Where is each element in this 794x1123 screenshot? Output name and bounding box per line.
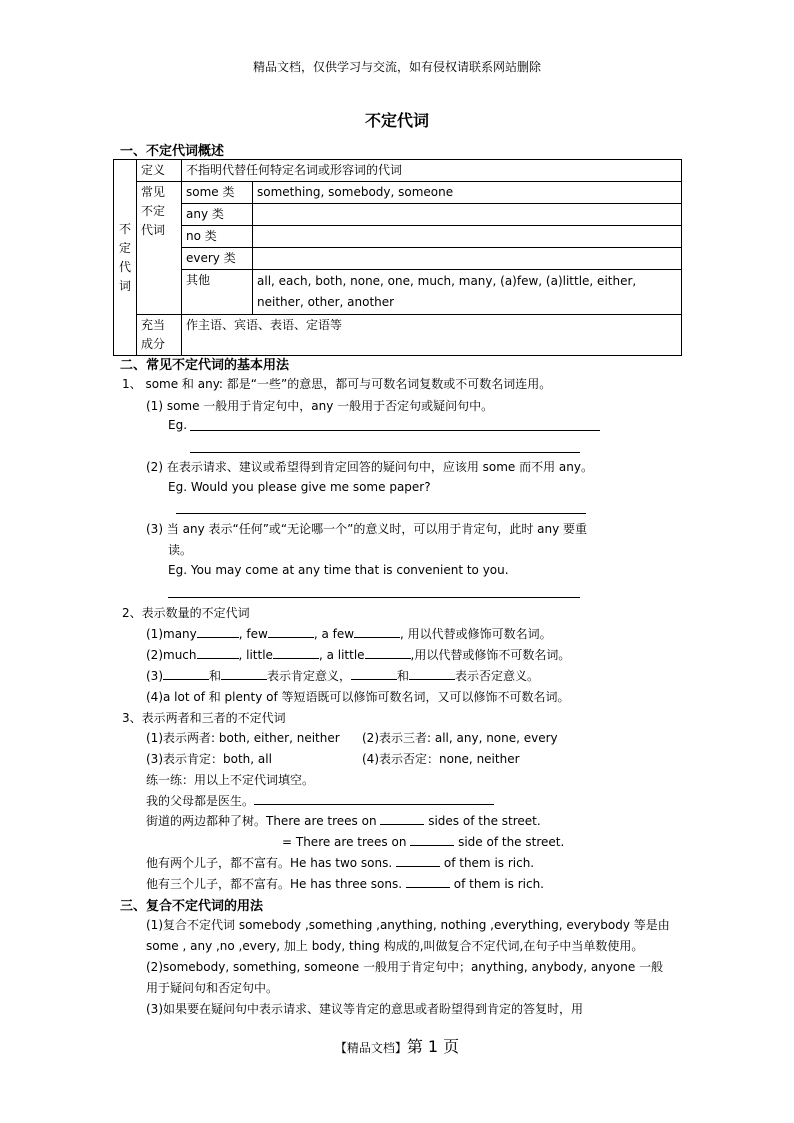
para-some-any-1: (1) some 一般用于肯定句中，any 一般用于否定句或疑问句中。 xyxy=(146,399,494,413)
blank[interactable] xyxy=(273,646,319,659)
type-content: all, each, both, none, one, much, many, (a)few, (a)little, either, neither, other, another xyxy=(253,270,682,315)
answer-line[interactable] xyxy=(190,452,580,453)
blank[interactable] xyxy=(197,625,239,638)
blank[interactable] xyxy=(268,625,314,638)
type-label: any 类 xyxy=(182,204,253,226)
page-title: 不定代词 xyxy=(364,111,429,130)
answer-line[interactable] xyxy=(190,430,600,431)
blank[interactable] xyxy=(409,667,455,680)
para-three: (2)表示三者: all, any, none, every xyxy=(362,731,558,745)
exercise-4: 他有两个儿子，都不富有。He has two sons. of them is rich. xyxy=(146,856,535,870)
blank[interactable] xyxy=(410,833,454,846)
overview-table xyxy=(113,159,682,356)
para-negative: (4)表示否定：none, neither xyxy=(362,752,520,766)
example-text: Eg. Would you please give me some paper? xyxy=(168,480,431,494)
page-footer: 【精品文档】第 1 页 xyxy=(334,1037,460,1056)
practice-heading: 练一练：用以上不定代词填空。 xyxy=(146,773,315,787)
blank[interactable] xyxy=(380,812,424,825)
para-some-any-2: (2) 在表示请求、建议或希望得到肯定回答的疑问句中，应该用 some 而不用 any。 xyxy=(146,460,593,474)
section2-heading: 二、常见不定代词的基本用法 xyxy=(120,358,290,373)
compound-line-3: (2)somebody, something, someone 一般用于肯定句中；anything, anybody, anyone 一般 xyxy=(146,960,664,974)
type-content: something, somebody, someone xyxy=(253,182,682,204)
blank[interactable] xyxy=(197,646,239,659)
blank[interactable] xyxy=(221,667,267,680)
common-label: 常见 不定 代词 xyxy=(137,182,182,315)
blank[interactable] xyxy=(365,646,411,659)
header-note: 精品文档，仅供学习与交流，如有侵权请联系网站删除 xyxy=(252,60,541,74)
para-quantity-3: (3) 和 表示肯定意义， 和 表示否定意义。 xyxy=(146,669,540,683)
def-text: 不指明代替任何特定名词或形容词的代词 xyxy=(182,160,682,182)
compound-line-4: 用于疑问句和否定句中。 xyxy=(146,981,279,995)
type-label: 其他 xyxy=(182,270,253,315)
answer-line[interactable] xyxy=(176,513,586,514)
exercise-5: 他有三个儿子，都不富有。He has three sons. of them is rich. xyxy=(146,877,544,891)
blank[interactable] xyxy=(396,854,440,867)
role-text: 作主语、宾语、表语、定语等 xyxy=(182,315,682,356)
para-quantity-2: (2)much , little , a little ,用以代替或修饰不可数名词。 xyxy=(146,648,571,662)
para-quantity-1: (1)many , few , a few , 用以代替或修饰可数名词。 xyxy=(146,627,552,641)
para-quantity: 2、表示数量的不定代词 xyxy=(122,606,250,620)
blank[interactable] xyxy=(254,792,494,805)
compound-line-2: some , any ,no ,every, 加上 body, thing 构成的,叫做复合不定代词,在句子中当单数使用。 xyxy=(146,939,644,953)
example-label: Eg. xyxy=(168,418,188,432)
para-some-any-3a: (3) 当 any 表示“任何”或“无论哪一个”的意义时，可以用于肯定句，此时 any 要重 xyxy=(146,522,588,536)
section3-heading: 三、复合不定代词的用法 xyxy=(120,899,264,914)
side-label: 不 定 代 词 xyxy=(114,160,137,356)
para-two-three: 3、表示两者和三者的不定代词 xyxy=(122,711,286,725)
type-label: some 类 xyxy=(182,182,253,204)
para-positive: (3)表示肯定：both, all xyxy=(146,752,272,766)
blank[interactable] xyxy=(351,667,397,680)
type-label: no 类 xyxy=(182,226,253,248)
para-some-any: 1、 some 和 any: 都是“一些”的意思，都可与可数名词复数或不可数名词连用。 xyxy=(122,377,552,391)
compound-line-5: (3)如果要在疑问句中表示请求、建议等肯定的意思或者盼望得到肯定的答复时，用 xyxy=(146,1002,584,1016)
exercise-3: = There are trees on side of the street. xyxy=(282,835,565,849)
para-quantity-4: (4)a lot of 和 plenty of 等短语既可以修饰可数名词，又可以修饰不可数名词。 xyxy=(146,690,570,704)
blank[interactable] xyxy=(163,667,209,680)
blank[interactable] xyxy=(354,625,400,638)
compound-line-1: (1)复合不定代词 somebody ,something ,anything, nothing ,everything, everybody 等是由 xyxy=(146,918,670,932)
exercise-1: 我的父母都是医生。 xyxy=(146,792,494,809)
type-content xyxy=(253,248,682,270)
role-label: 充当 成分 xyxy=(137,315,182,356)
section1-heading: 一、不定代词概述 xyxy=(120,140,682,160)
type-label: every 类 xyxy=(182,248,253,270)
para-two: (1)表示两者: both, either, neither xyxy=(146,731,340,745)
def-label: 定义 xyxy=(137,160,182,182)
type-content xyxy=(253,204,682,226)
blank[interactable] xyxy=(406,875,450,888)
answer-line[interactable] xyxy=(168,597,580,598)
para-some-any-3b: 读。 xyxy=(168,543,193,557)
exercise-2: 街道的两边都种了树。There are trees on sides of the street. xyxy=(146,814,541,828)
example-text: Eg. You may come at any time that is convenient to you. xyxy=(168,563,509,577)
type-content xyxy=(253,226,682,248)
